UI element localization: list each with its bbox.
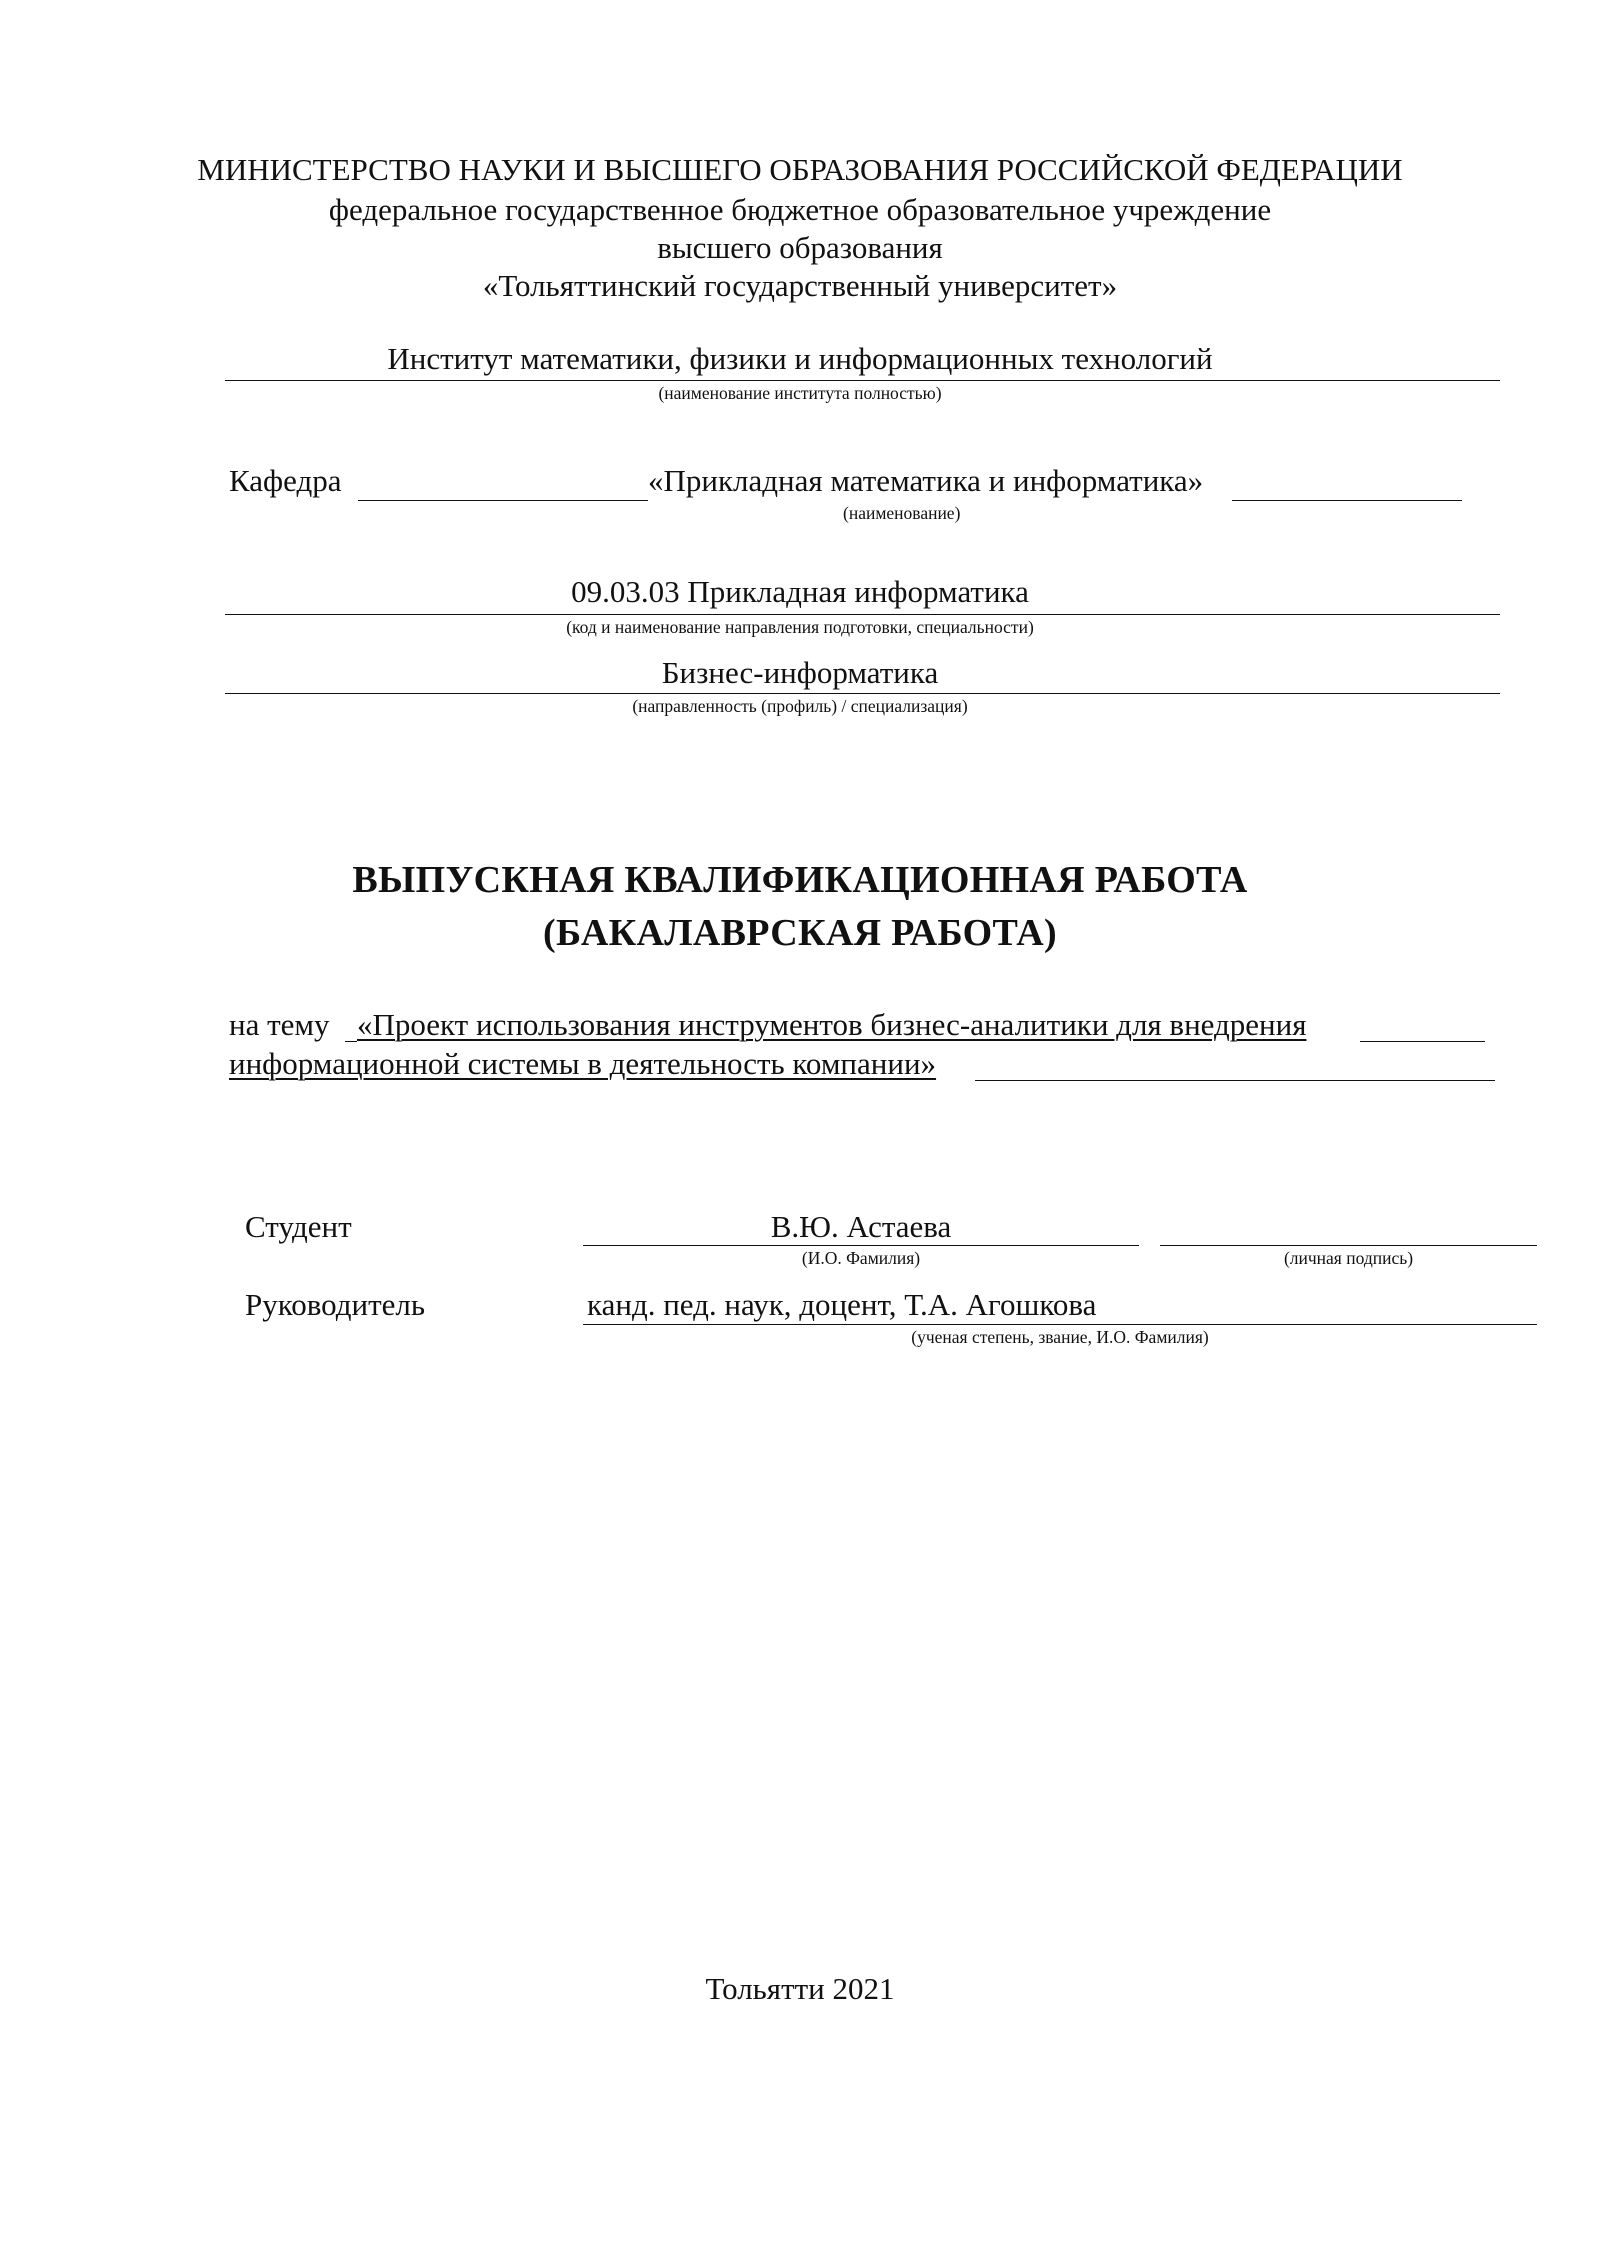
student-signature-line [1160, 1245, 1537, 1246]
work-title-line1: ВЫПУСКНАЯ КВАЛИФИКАЦИОННАЯ РАБОТА [352, 859, 1248, 901]
ministry-heading: МИНИСТЕРСТВО НАУКИ И ВЫСШЕГО ОБРАЗОВАНИЯ РОССИЙСКОЙ ФЕДЕРАЦИИ [197, 152, 1403, 187]
institute-caption: (наименование института полностью) [658, 383, 942, 403]
institute-name: Институт математики, физики и информационных технологий [387, 341, 1213, 376]
city-year: Тольятти 2021 [705, 1971, 895, 2006]
student-signature-caption: (личная подпись) [1283, 1248, 1414, 1268]
supervisor-caption: (ученая степень, звание, И.О. Фамилия) [911, 1327, 1209, 1347]
work-title-line2: (БАКАЛАВРСКАЯ РАБОТА) [543, 912, 1057, 954]
student-label: Студент [245, 1209, 352, 1244]
topic-underline-lead [345, 1041, 357, 1042]
topic-underline-tail1 [1360, 1041, 1485, 1042]
direction-underline [225, 614, 1500, 615]
topic-line1: «Проект использования инструментов бизнес-аналитики для внедрения [357, 1007, 1307, 1042]
department-name: «Прикладная математика и информатика» [648, 463, 1204, 498]
topic-underline-tail2 [975, 1080, 1495, 1081]
profile-name: Бизнес-информатика [661, 655, 939, 690]
topic-label: на тему [229, 1007, 330, 1042]
institution-type-line: федеральное государственное бюджетное образовательное учреждение [328, 192, 1272, 227]
institution-level-line: высшего образования [657, 230, 943, 265]
student-name-underline [583, 1245, 1139, 1246]
supervisor-name: канд. пед. наук, доцент, Т.А. Агошкова [587, 1287, 1097, 1322]
university-name: «Тольяттинский государственный университет» [482, 268, 1118, 303]
topic-line2: информационной системы в деятельность компании» [229, 1046, 937, 1081]
direction-caption: (код и наименование направления подготовки, специальности) [566, 617, 1034, 637]
direction-name: 09.03.03 Прикладная информатика [571, 574, 1029, 609]
student-name-caption: (И.О. Фамилия) [801, 1248, 921, 1268]
institute-underline [225, 380, 1500, 381]
department-underline-right [1232, 500, 1462, 501]
profile-underline [225, 693, 1500, 694]
profile-caption: (направленность (профиль) / специализация) [632, 696, 968, 716]
department-caption: (наименование) [843, 503, 961, 523]
supervisor-label: Руководитель [245, 1287, 426, 1322]
supervisor-underline [583, 1324, 1537, 1325]
department-underline-left [358, 500, 648, 501]
student-name: В.Ю. Астаева [770, 1209, 952, 1244]
department-label: Кафедра [229, 463, 342, 498]
